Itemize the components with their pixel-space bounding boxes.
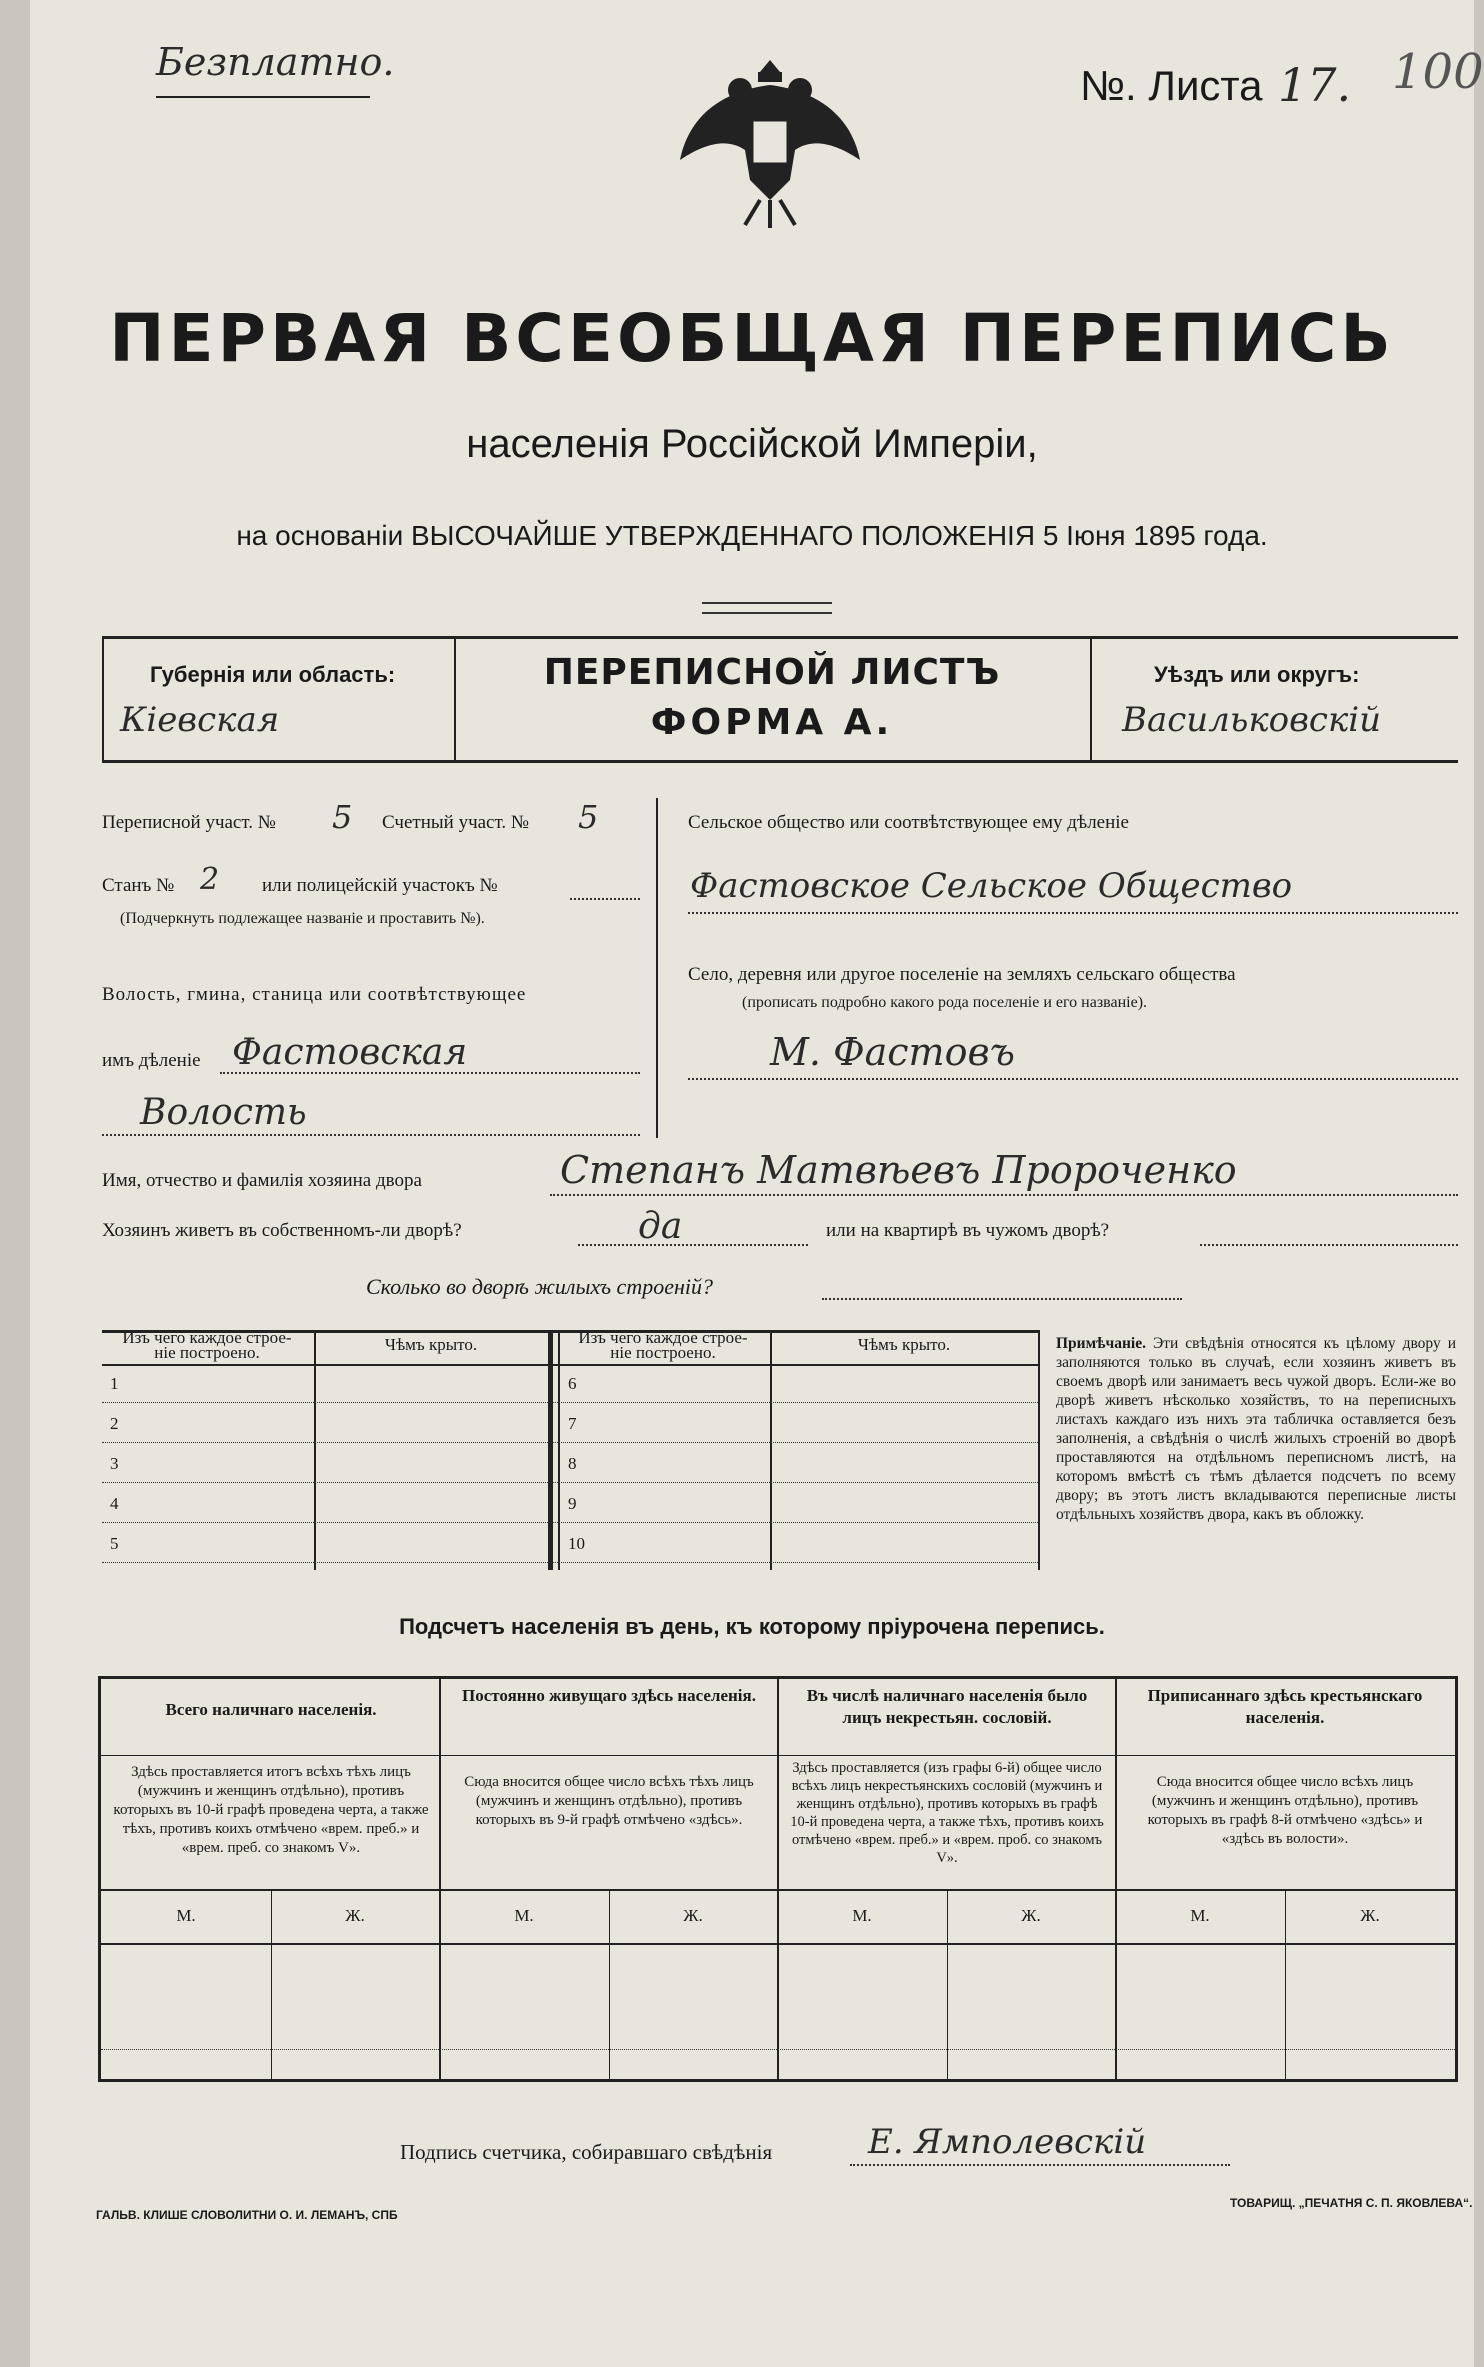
building-row-5: 5 xyxy=(110,1534,119,1553)
volost-value-1: Фастовская xyxy=(232,1032,468,1073)
form-header-left-border xyxy=(102,636,104,760)
footer-left: ГАЛЬВ. КЛИШЕ СЛОВОЛИТНИ О. И. ЛЕМАНЪ, СПБ xyxy=(96,2208,398,2222)
society-value: Фастовское Сельское Общество xyxy=(690,866,1293,906)
signature-dotted-line xyxy=(850,2164,1230,2166)
fields-divider xyxy=(656,798,658,1138)
note-text: Эти свѣдѣнія относятся къ цѣлому двору и заполняются только въ случаѣ, если хозяинъ живетъ въ своемъ дворѣ или занимаетъ весь чужой дворъ. Если-же во дворѣ живетъ нѣсколько хозяйствъ, то на переписныхъ листахъ каждаго изъ нихъ эта табличка оставляется безъ заполненія, а свѣдѣнія о числѣ жилыхъ строеній во дворѣ проставляются на отдѣльномъ переписномъ листѣ, на которомъ вмѣстѣ съ тѣмъ дѣлается подсчетъ по всему двору; въ этотъ листъ вкладываются переписные листы отдѣльныхъ хозяйствъ двора, какъ въ обложку. xyxy=(1056,1335,1457,1523)
count-section-label: Счетный участ. № xyxy=(382,812,529,833)
apartment-label: или на квартирѣ въ чужомъ дворѣ? xyxy=(826,1220,1110,1241)
sheet-number-label: №. Листа xyxy=(1080,62,1263,109)
own-yard-value: да xyxy=(638,1206,683,1247)
volost-value-2: Волость xyxy=(140,1092,307,1133)
society-dotted-line xyxy=(688,912,1458,914)
signature-value: Е. Ямполевскій xyxy=(868,2122,1147,2162)
building-material-header-right: Изъ чего каждое строе-ніе построено. xyxy=(578,1328,748,1362)
pop-col-1-male: М. xyxy=(176,1906,196,1925)
free-label-underline xyxy=(156,96,370,98)
owner-value: Степанъ Матвѣевъ Пророченко xyxy=(560,1148,1237,1192)
form-header-bottom-rule xyxy=(102,760,1458,763)
volost-dotted-line-2 xyxy=(102,1134,640,1136)
village-note: (прописать подробно какого рода поселеніе и его названіе). xyxy=(742,994,1148,1011)
buildings-label: Сколько во дворѣ жилыхъ строеній? xyxy=(366,1274,713,1299)
population-heading: Подсчетъ населенія въ день, къ которому пріурочена перепись. xyxy=(399,1614,1105,1639)
village-value: М. Фастовъ xyxy=(770,1030,1015,1074)
pop-col-4-title: Приписаннаго здѣсь крестьянскаго населенія. xyxy=(1147,1686,1423,1727)
society-label: Сельское общество или соотвѣтствующее ему дѣленіе xyxy=(688,812,1129,833)
building-material-header-left: Изъ чего каждое строе-ніе построено. xyxy=(122,1328,292,1362)
building-row-2: 2 xyxy=(110,1414,119,1433)
census-section-label: Переписной участ. № xyxy=(102,812,276,833)
census-section-value: 5 xyxy=(332,798,353,836)
ornament xyxy=(702,602,832,614)
building-row-1: 1 xyxy=(110,1374,119,1393)
pop-col-2-male: М. xyxy=(514,1906,534,1925)
village-label: Село, деревня или другое поселеніе на земляхъ сельскаго общества xyxy=(688,964,1236,985)
pop-col-3-female: Ж. xyxy=(1021,1906,1041,1925)
building-row-7: 7 xyxy=(568,1414,577,1433)
building-row-10: 10 xyxy=(568,1534,585,1553)
pop-col-4-desc: Сюда вносится общее число всѣхъ лицъ (мужчинъ и женщинъ отдѣльно), противъ которыхъ въ графѣ 8-й отмѣчено «здѣсь» и «здѣсь въ волости». xyxy=(1147,1774,1423,1847)
owner-dotted-line xyxy=(550,1194,1458,1196)
sheet-number-value: 17. xyxy=(1278,58,1352,112)
volost-label-1: Волость, гмина, станица или соотвѣтствующее xyxy=(102,984,527,1005)
corner-mark: 100 xyxy=(1392,44,1484,100)
roof-header-left: Чѣмъ крыто. xyxy=(384,1335,478,1354)
count-section-value: 5 xyxy=(578,798,599,836)
police-label: или полицейскій участокъ № xyxy=(262,875,498,896)
pop-col-1-title: Всего наличнаго населенія. xyxy=(165,1700,377,1719)
volost-dotted-line-1 xyxy=(220,1072,640,1074)
village-dotted-line xyxy=(688,1078,1458,1080)
coat-of-arms-icon xyxy=(670,50,870,230)
pop-col-3-desc: Здѣсь проставляется (изъ графы 6-й) общее число всѣхъ лицъ некрестьянскихъ сословій (мужчинъ и женщинъ отдѣльно), противъ которыхъ въ графѣ 10-й проведена черта, а также тѣхъ, противъ коихъ отмѣчено «врем. преб.» и «врем. проб. со знакомъ V». xyxy=(790,1760,1104,1866)
own-yard-label: Хозяинъ живетъ въ собственномъ-ли дворѣ? xyxy=(102,1220,462,1241)
province-value: Кіевская xyxy=(120,700,280,740)
police-dotted-line xyxy=(570,898,640,900)
basis-line: на основаніи ВЫСОЧАЙШЕ УТВЕРЖДЕННАГО ПОЛОЖЕНІЯ 5 Іюня 1895 года. xyxy=(236,520,1268,551)
pop-col-2-female: Ж. xyxy=(683,1906,703,1925)
note-block xyxy=(1056,1334,1456,1524)
building-row-4: 4 xyxy=(110,1494,119,1513)
underline-note: (Подчеркнуть подлежащее названіе и проставить №). xyxy=(120,910,485,927)
form-subtitle: ФОРМА А. xyxy=(650,702,894,743)
pop-col-4-male: М. xyxy=(1190,1906,1210,1925)
free-label: Безплатно. xyxy=(156,40,395,84)
pop-col-1-female: Ж. xyxy=(345,1906,365,1925)
main-title: ПЕРВАЯ ВСЕОБЩАЯ ПЕРЕПИСЬ xyxy=(109,300,1395,377)
buildings-dotted-line xyxy=(822,1298,1182,1300)
district-label: Уѣздъ или округъ: xyxy=(1154,662,1360,687)
sub-title: населенія Россійской Имперіи, xyxy=(466,422,1038,466)
pop-col-1-desc: Здѣсь проставляется итогъ всѣхъ тѣхъ лицъ (мужчинъ и женщинъ отдѣльно), противъ которыхъ въ 10-й графѣ проведена черта, а также тѣхъ, противъ коихъ отмѣчено «врем. преб.» и «врем. преб. со знакомъ V». xyxy=(113,1764,429,1856)
stan-label: Станъ № xyxy=(102,875,175,896)
owner-label: Имя, отчество и фамилія хозяина двора xyxy=(102,1170,422,1191)
building-row-6: 6 xyxy=(568,1374,577,1393)
form-header-divider-2 xyxy=(1090,636,1092,760)
pop-col-2-title: Постоянно живущаго здѣсь населенія. xyxy=(462,1686,756,1705)
note-heading: Примѣчаніе. xyxy=(1056,1335,1146,1352)
building-row-9: 9 xyxy=(568,1494,577,1513)
pop-col-3-male: М. xyxy=(852,1906,872,1925)
buildings-table xyxy=(102,1330,1038,1570)
building-row-3: 3 xyxy=(110,1454,119,1473)
district-value: Васильковскій xyxy=(1122,700,1382,740)
signature-label: Подпись счетчика, собиравшаго свѣдѣнія xyxy=(400,2140,773,2164)
province-label: Губернія или область: xyxy=(150,662,396,687)
building-row-8: 8 xyxy=(568,1454,577,1473)
form-title: ПЕРЕПИСНОЙ ЛИСТЪ xyxy=(543,652,1001,693)
pop-col-4-female: Ж. xyxy=(1360,1906,1380,1925)
pop-col-3-title: Въ числѣ наличнаго населенія было лицъ некрестьян. сословій. xyxy=(806,1686,1088,1727)
pop-col-2-desc: Сюда вносится общее число всѣхъ тѣхъ лицъ (мужчинъ и женщинъ отдѣльно), противъ которыхъ въ 9-й графѣ отмѣчено «здѣсь». xyxy=(464,1774,754,1828)
census-sheet xyxy=(30,0,1484,2367)
roof-header-right: Чѣмъ крыто. xyxy=(857,1335,951,1354)
apartment-dotted-line xyxy=(1200,1244,1458,1246)
volost-label-2: имъ дѣленіе xyxy=(102,1050,201,1071)
stan-value: 2 xyxy=(200,862,220,897)
population-table xyxy=(98,1676,1458,2082)
footer-right: ТОВАРИЩ. „ПЕЧАТНЯ С. П. ЯКОВЛЕВА“. xyxy=(1230,2196,1473,2210)
own-yard-dotted-line xyxy=(578,1244,808,1246)
form-header-top-rule xyxy=(102,636,1458,639)
